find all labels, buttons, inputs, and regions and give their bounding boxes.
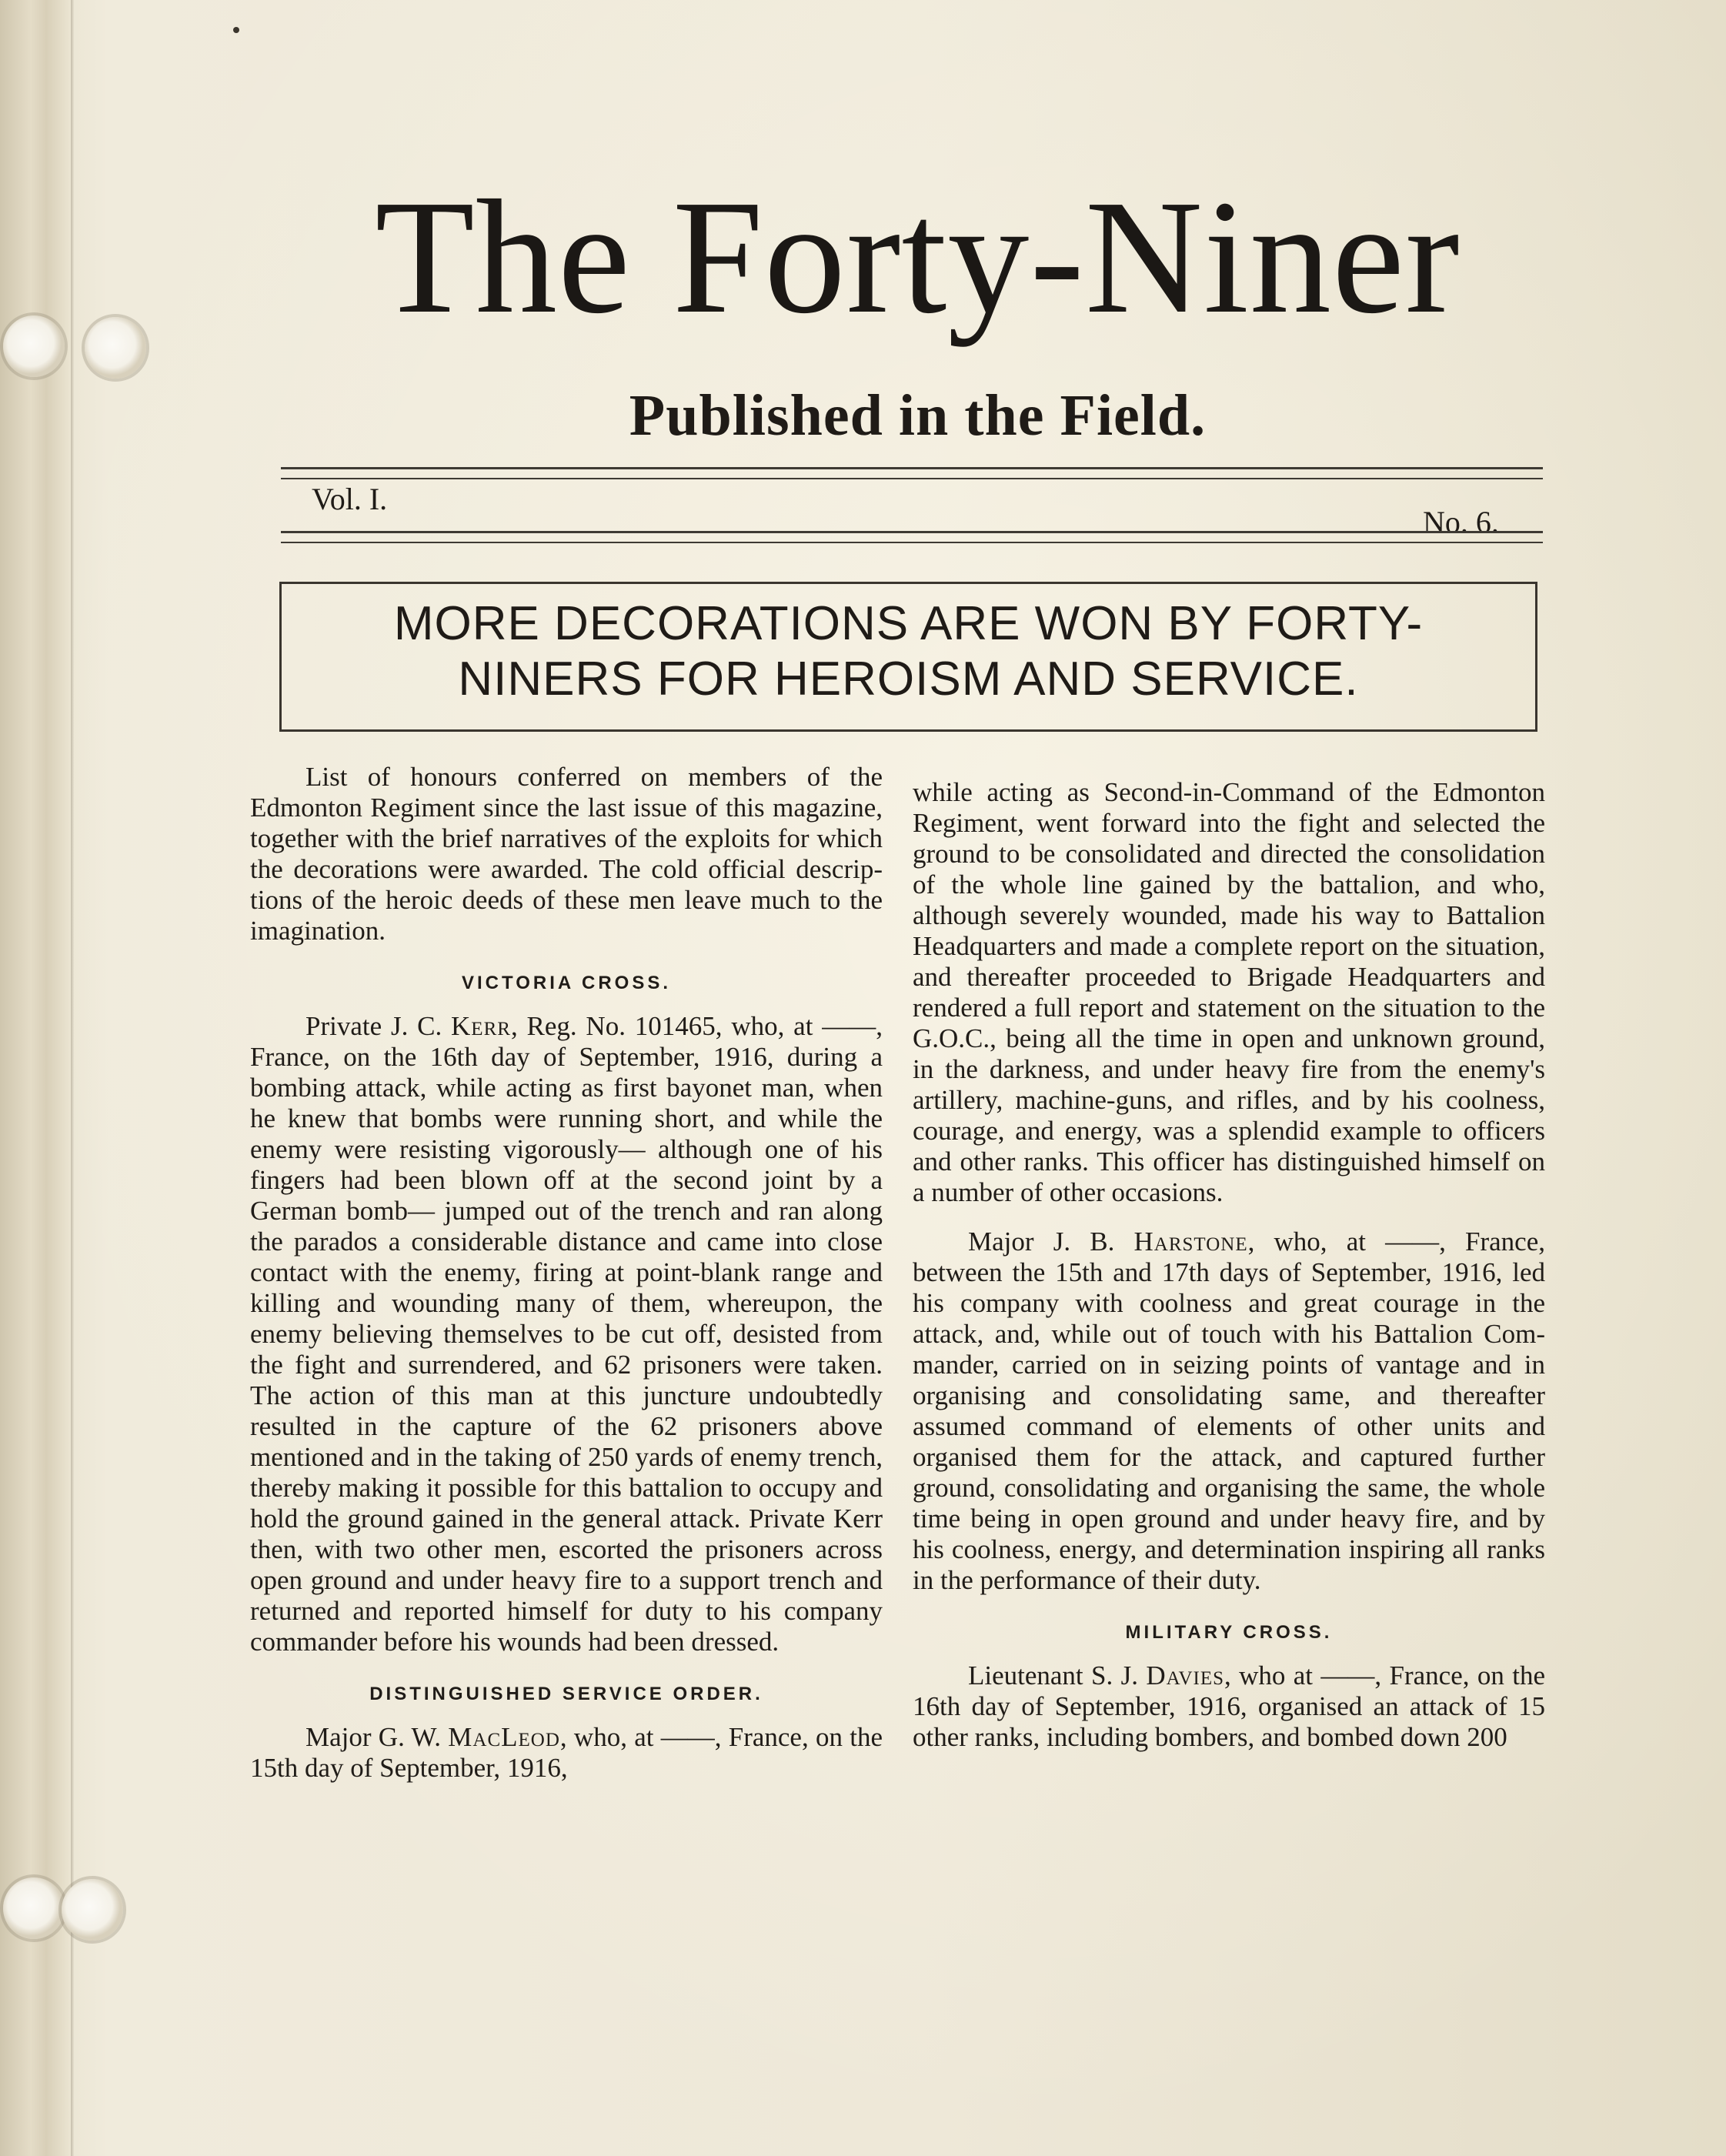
- davies-name: Davies: [1146, 1660, 1225, 1690]
- davies-citation: [913, 1660, 1545, 1753]
- harstone-name: Harstone: [1133, 1227, 1248, 1257]
- punch-hole-right-top: [85, 317, 146, 379]
- article-column-left: [250, 762, 883, 1784]
- headline: MORE DECORATIONS ARE WON BY FORTY- NINERS FOR HEROISM AND SERVICE.: [393, 597, 1424, 706]
- davies-text: , who at ——, France, on the 16th day of September, 1916, organised an attack of 15 other ranks, including bombers, and bombed down 200: [913, 1660, 1545, 1752]
- ink-speck: [233, 27, 239, 33]
- military-cross-heading: MILITARY CROSS.: [1125, 1622, 1333, 1643]
- harstone-citation: [913, 1227, 1545, 1596]
- kerr-text: , Reg. No. 101465, who, at ——, France, on the 16th day of September, 1916, during a bombing attack, while acting as first bayonet man, when he knew that bombs were running short, and while the enemy were resisting vigorously— although one of his fingers had been blown off at the second joint by a German bomb— jumped out of the trench and ran along the parados a considerable distance and came into close contact with the enemy, firing at point-blank range and killing and wounding many of them, whereupon, the enemy believing themselves to be cut off, desisted from the fight and surrendered, and 62 prisoners were taken. The action of this man at this juncture undoubtedly resulted in the capture of the 62 prisoners above mentioned and in the taking of 250 yards of enemy trench, thereby making it possible for this battalion to occupy and hold the ground gained in the general attack. Private Kerr then, with two other men, escorted the prisoners across open ground and under heavy fire to a support trench and returned and reported himself for duty to his company commander before his wounds had been dressed.: [250, 1011, 883, 1657]
- davies-rank: Lieutenant S. J.: [968, 1660, 1147, 1690]
- kerr-citation: [250, 1011, 883, 1657]
- harstone-rank: Major J. B.: [968, 1227, 1134, 1257]
- issue-number: No. 6.: [1423, 505, 1499, 539]
- volume-label: Vol. I.: [312, 482, 388, 516]
- paragraph-gap: [913, 1208, 1545, 1227]
- macleod-text-start: , who, at ——, France, on the 15th day of September, 1916,: [250, 1722, 883, 1783]
- binding-shadow: [71, 0, 74, 2156]
- punch-hole-left-top: [3, 315, 65, 377]
- kerr-rank: Private J. C.: [305, 1011, 452, 1041]
- macleod-rank: Major G. W.: [305, 1722, 449, 1752]
- harstone-text: , who, at ——, France, between the 15th and 17th days of September, 1916, led his company with coolness and great courage in the attack, and, while out of touch with his Battalion Commander, carried on in seizing points of vantage and in organising and consolidating same, and thereafter assumed command of elements of other units and organised them for the attack, and captured further ground, consolidating and organising the same, the whole time being in open ground and under heavy fire, and by his coolness, energy, and determination inspiring all ranks in the performance of their duty.: [913, 1227, 1545, 1595]
- kerr-name: Kerr: [451, 1011, 511, 1041]
- issue-rule-top: [281, 531, 1543, 533]
- punch-hole-left-bottom: [3, 1877, 65, 1939]
- macleod-citation-continued: while acting as Second-in-Command of the Edmonton Regiment, went forward into the fight and selected the ground to be consolidated and directed the consolidation of the whole line gained by the battalion, and who, although severely wounded, made his way to Battalion Headquarters and made a complete report on the situation, and thereafter proceeded to Brigade Headquarters and rendered a full report and statement on the situation to the G.O.C., being all the time in open and unknown ground, in the darkness, and under heavy fire from the enemy's artillery, machine-guns, and rifles, and by his coolness, courage, and energy, was a splendid example to officers and other ranks. This officer has distinguished himself on a number of other occasions.: [913, 777, 1545, 1207]
- masthead-subtitle: Published in the Field.: [629, 383, 1207, 448]
- macleod-citation-start: [250, 1722, 883, 1784]
- masthead-rule-top-inner: [281, 478, 1543, 479]
- article-column-right: [913, 777, 1545, 1753]
- article-intro: List of honours conferred on members of the Edmonton Regiment since the last issue of this magazine, together with the brief narratives of the exploits for which the decorations were awarded. The cold official descriptions of the heroic deeds of these men leave much to the imagination.: [250, 762, 883, 946]
- punch-hole-right-bottom: [62, 1879, 123, 1941]
- macleod-name: MacLeod: [448, 1722, 560, 1752]
- dso-heading: DISTINGUISHED SERVICE ORDER.: [369, 1684, 763, 1704]
- masthead-title: The Forty-Niner: [375, 166, 1461, 347]
- issue-rule-bottom: [281, 542, 1543, 543]
- masthead-rule-top: [281, 467, 1543, 469]
- victoria-cross-heading: VICTORIA CROSS.: [461, 973, 672, 993]
